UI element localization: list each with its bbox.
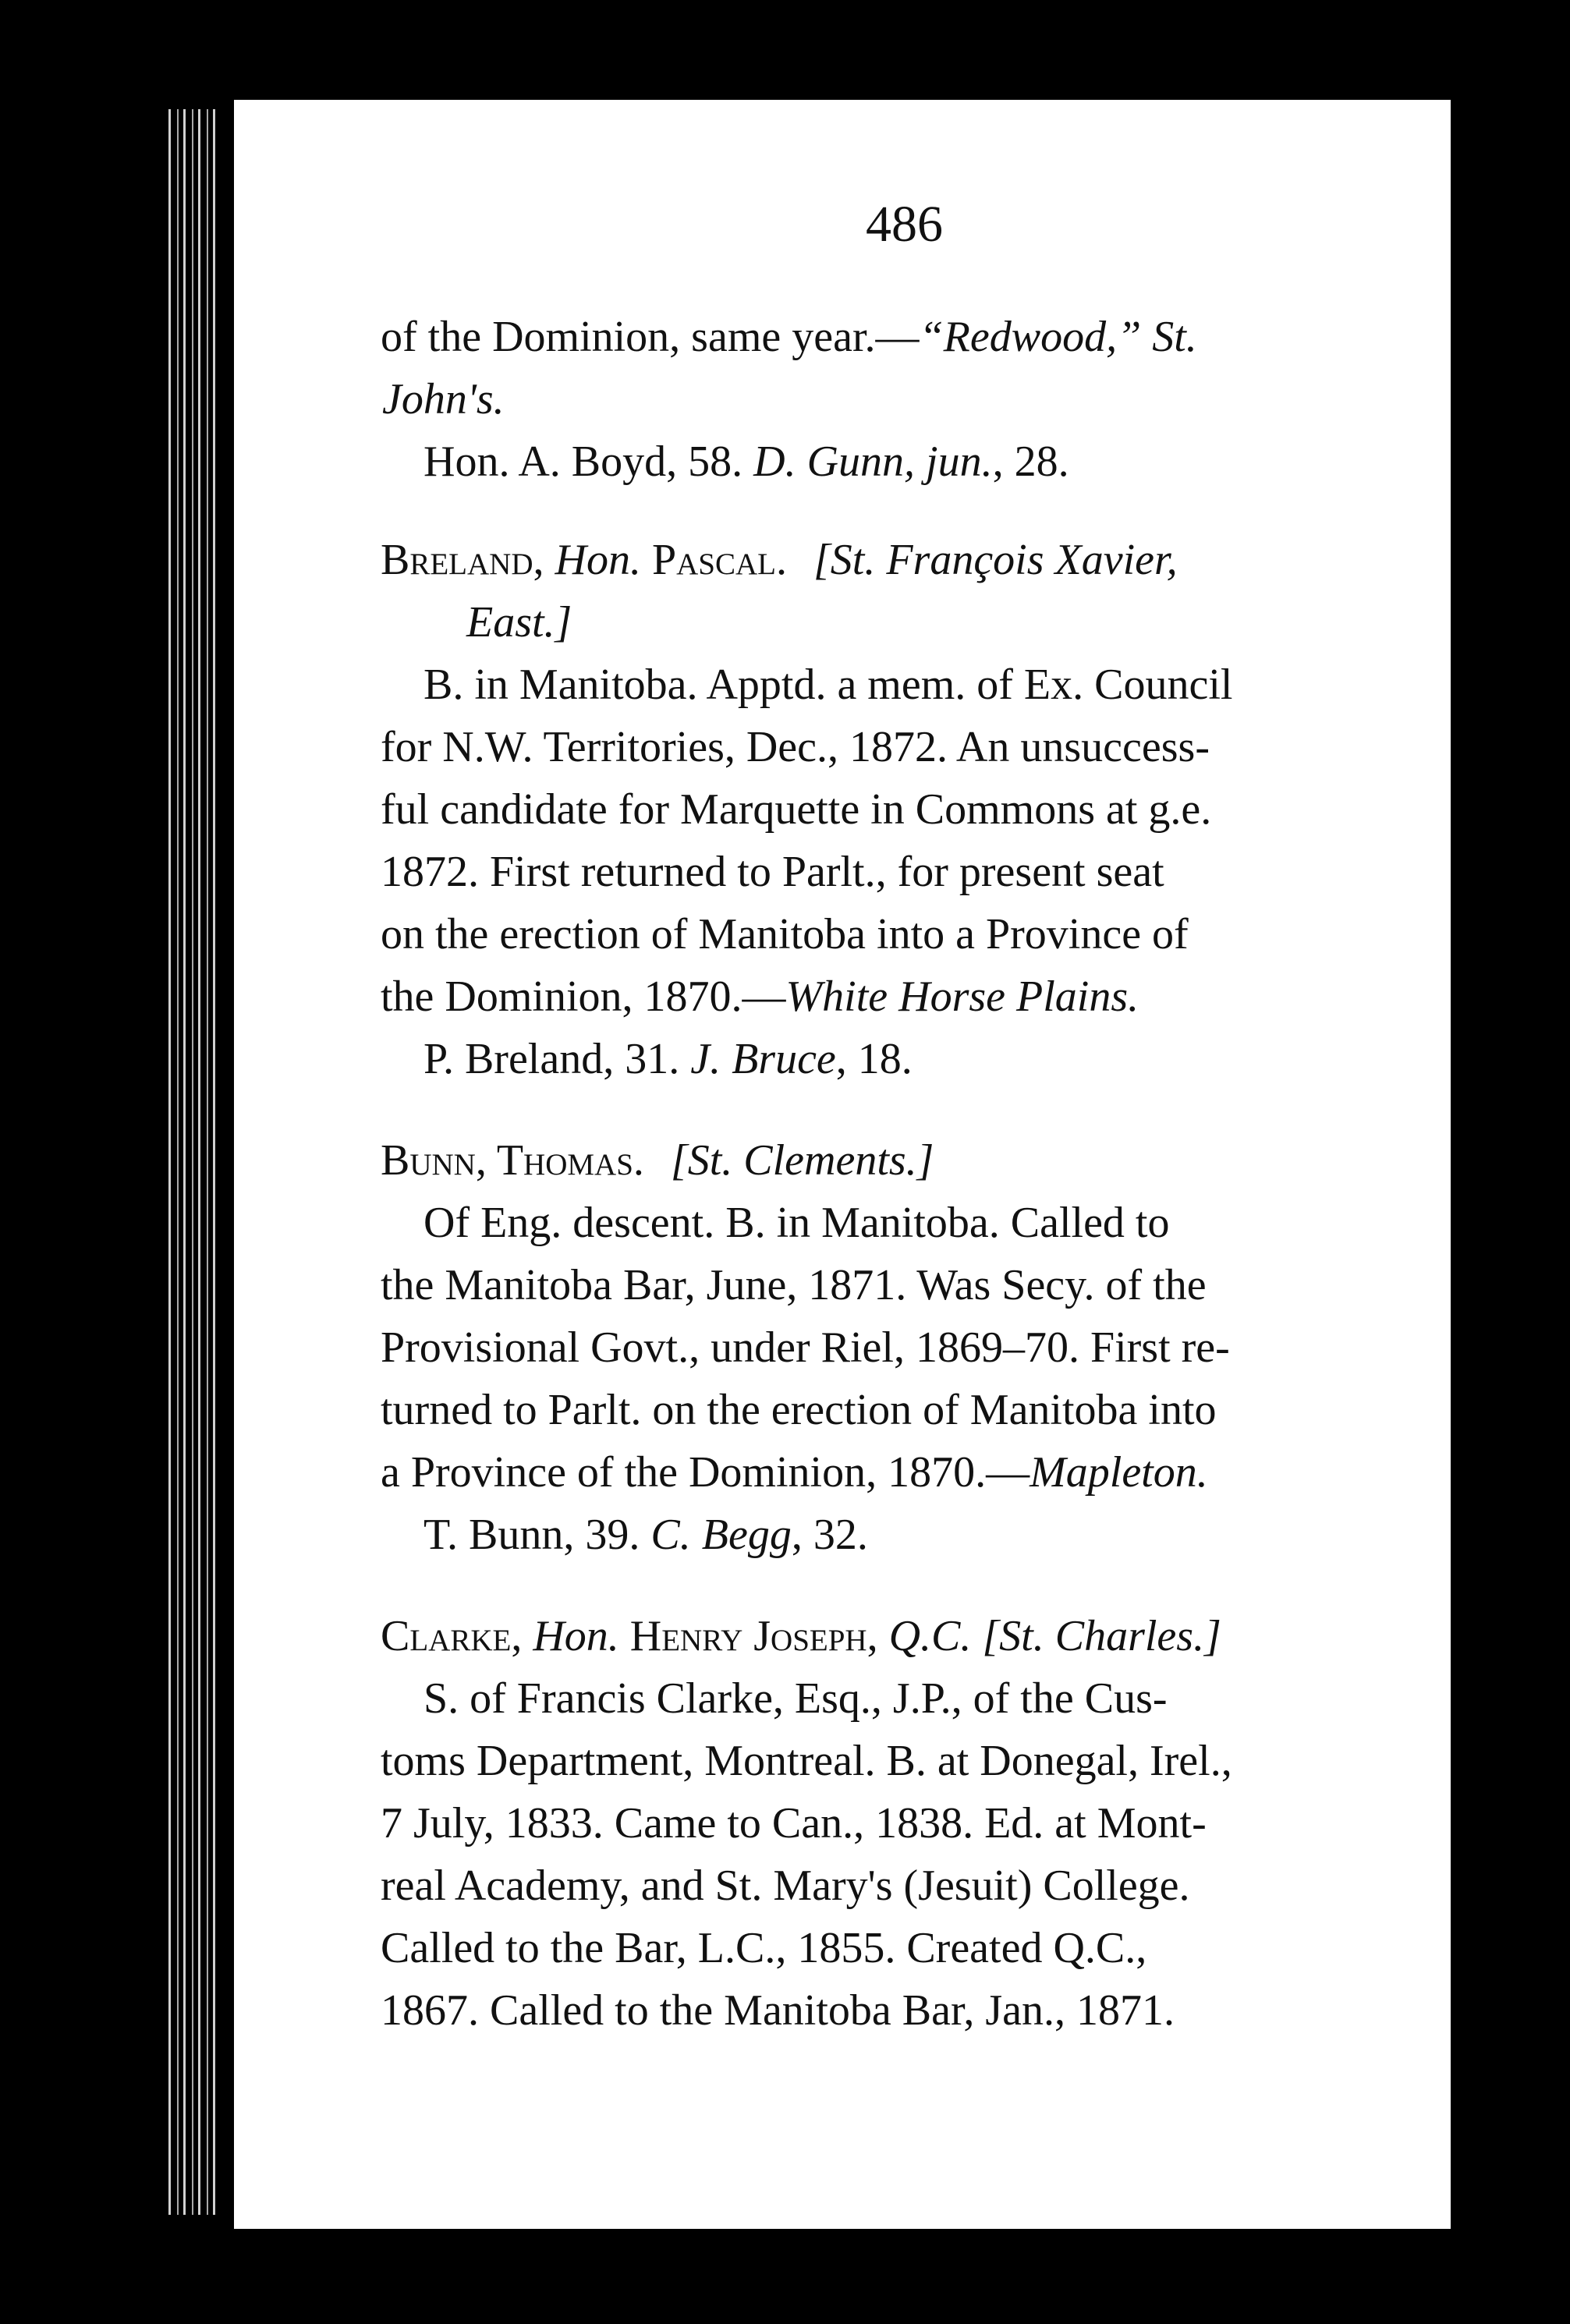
breland-body-1: B. in Manitoba. Apptd. a mem. of Ex. Council [424,661,1233,709]
clarke-body-1: S. of Francis Clarke, Esq., J.P., of the Cus- [424,1674,1168,1723]
bunn-body-3: Provisional Govt., under Riel, 1869–70. First re- [381,1323,1230,1372]
clarke-title: Hon. [533,1612,619,1660]
clarke-given-name: Henry Joseph, [629,1612,878,1660]
breland-constituency: White Horse Plains. [785,972,1139,1021]
intro-line-1 [381,312,1197,362]
clarke-body-2: toms Department, Montreal. B. at Donegal, Irel., [381,1737,1232,1785]
breland-body-4: 1872. First returned to Parlt., for present seat [381,848,1164,896]
result-votes: , 32. [791,1511,868,1559]
bunn-heading [381,1135,934,1185]
clarke-riding: [St. Charles.] [982,1612,1221,1660]
breland-given-name: Pascal. [651,536,787,584]
breland-title: Hon. [555,536,641,584]
result-winner: Hon. A. Boyd, 58. [424,438,754,486]
breland-body-3: ful candidate for Marquette in Commons at g.e. [381,785,1212,834]
clarke-body-4: real Academy, and St. Mary's (Jesuit) College. [381,1862,1190,1910]
bunn-result [424,1510,868,1560]
clarke-body-5: Called to the Bar, L.C., 1855. Created Q.C., [381,1924,1147,1972]
intro-text: of the Dominion, same year.— [381,313,920,361]
clarke-body-6: 1867. Called to the Manitoba Bar, Jan., 1871. [381,1986,1175,2035]
result-opponent: C. Begg [650,1511,792,1559]
clarke-heading [381,1611,1221,1661]
result-winner: T. Bunn, 39. [424,1511,651,1559]
intro-line-2: John's. [382,375,505,423]
result-opponent: D. Gunn, jun. [753,438,993,486]
book-page [234,100,1451,2229]
bunn-body-1: Of Eng. descent. B. in Manitoba. Called to [424,1199,1170,1247]
breland-body-5: on the erection of Manitoba into a Province of [381,910,1189,958]
book-binding-edge [164,109,218,2215]
clarke-name: Clarke, [381,1612,523,1660]
intro-riding: “Redwood,” St. [919,313,1197,361]
breland-text: the Dominion, 1870.— [381,972,786,1021]
bunn-riding: [St. Clements.] [670,1136,934,1185]
bunn-constituency: Mapleton. [1030,1448,1208,1497]
bunn-body-5 [381,1447,1208,1497]
breland-body-2: for N.W. Territories, Dec., 1872. An unsuccess- [381,723,1210,771]
intro-result [424,437,1069,487]
breland-riding: [St. François Xavier, [813,536,1178,584]
bunn-body-4: turned to Parlt. on the erection of Manitoba into [381,1386,1217,1434]
breland-name: Breland, [381,536,544,584]
clarke-body-3: 7 July, 1833. Came to Can., 1838. Ed. at Mont- [381,1799,1207,1848]
breland-body-6 [381,972,1139,1022]
breland-result [424,1034,913,1084]
bunn-text: a Province of the Dominion, 1870.— [381,1448,1030,1497]
bunn-body-2: the Manitoba Bar, June, 1871. Was Secy. of the [381,1261,1207,1309]
result-winner: P. Breland, 31. [424,1035,691,1083]
result-opponent: J. Bruce [690,1035,836,1083]
result-votes: , 28. [992,438,1069,486]
page-number: 486 [866,196,943,253]
bunn-name: Bunn, Thomas. [381,1136,644,1185]
result-votes: , 18. [835,1035,913,1083]
breland-heading [381,535,1178,585]
clarke-qc: Q.C. [888,1612,972,1660]
breland-riding-cont: East.] [466,598,572,647]
